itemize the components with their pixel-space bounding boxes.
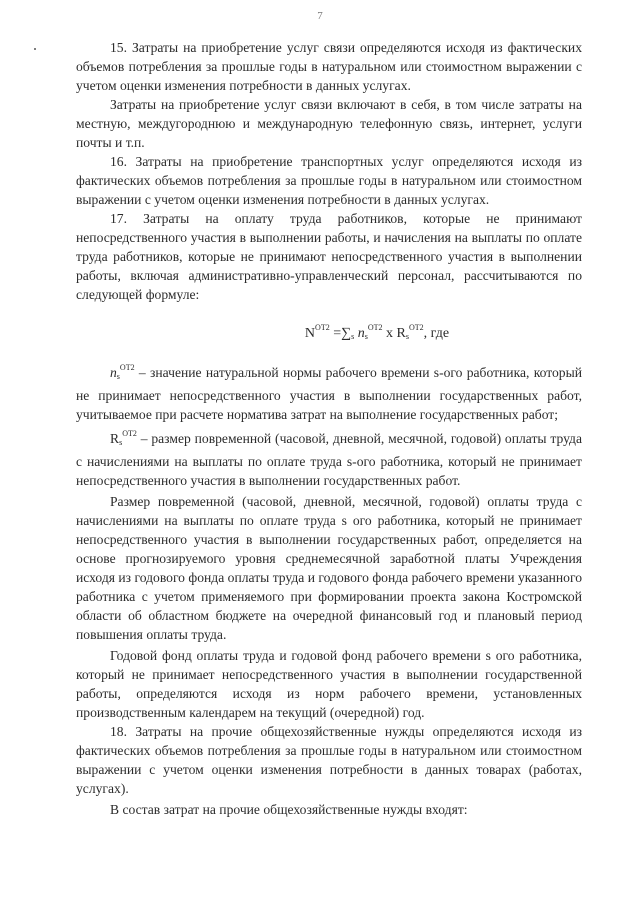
formula-sub-s-2: s [364, 332, 368, 341]
def-r-text: – размер повременной (часовой, дневной, месячной, годовой) оплаты труда с начислениями на выплаты по оплате труда s-ого работника, который не принимает непосредственного участия в выполнении государственных работ. [76, 431, 582, 488]
page-number: 7 [317, 10, 323, 22]
formula-n-small: n [357, 326, 365, 341]
def-n-sup: ОТ2 [119, 363, 135, 372]
paragraph-15: 15. Затраты на приобретение услуг связи определяются исходя из фактических объемов потребления за прошлые годы в натуральном или стоимостном выражении с учетом оценки изменения потребности в данных услугах. [76, 40, 582, 93]
paragraph-annual-fund: Годовой фонд оплаты труда и годовой фонд рабочего времени s ого работника, который не принимает непосредственного участия в выполнении государственной работы, определяются исходя из норм рабочего времени, установленных производственным календарем на текущий (очередной) год. [76, 648, 582, 720]
paragraph-17: 17. Затраты на оплату труда работников, которые не принимают непосредственного участия в выполнении работы, и начисления на выплаты по оплате труда работников, которые не принимают непосредственного участия в выполнении работы, включая административно-управленческий персонал, рассчитываются по следующей формуле: [76, 211, 582, 302]
def-n-sub: s [116, 372, 120, 381]
paragraph-16: 16. Затраты на приобретение транспортных услуг определяются исходя из фактических объемов потребления за прошлые годы в натуральном или стоимостном выражении с учетом оценки изменения потребности в данных услугах. [76, 154, 582, 207]
formula-n-cap: N [304, 326, 316, 341]
formula-sup-ot2-2: ОТ2 [367, 323, 383, 332]
formula-sup-ot2-1: ОТ2 [315, 323, 330, 332]
scan-speck [34, 48, 36, 50]
formula-sub-s-1: s [351, 332, 355, 341]
paragraph-composition: В состав затрат на прочие общехозяйственные нужды входят: [110, 802, 468, 817]
document-body [76, 38, 582, 819]
def-r-symbol: R [110, 431, 120, 446]
definition-r [76, 424, 582, 490]
formula-sub-s-3: s [405, 332, 409, 341]
formula-sup-ot2-3: ОТ2 [409, 323, 424, 332]
def-r-sub: s [119, 438, 123, 447]
def-n-symbol: n [110, 365, 117, 380]
formula-tail: , где [423, 326, 450, 341]
formula-labor-costs [172, 318, 582, 346]
formula-sum: =∑ [333, 326, 352, 341]
def-n-text: – значение натуральной нормы рабочего времени s-ого работника, который не принимает непосредственного участия в выполнении государственных работ, учитываемое при расчете норматива затрат на выполнение государственных работ; [76, 365, 582, 422]
paragraph-18: 18. Затраты на прочие общехозяйственные нужды определяются исходя из фактических объемов потребления за прошлые годы в натуральном или стоимостном выражении с учетом оценки изменения потребности в данных товарах (работах, услугах). [76, 724, 582, 796]
paragraph-15-communication-list: Затраты на приобретение услуг связи включают в себя, в том числе затраты на местную, междугороднюю и международную телефонную связь, интернет, услуги почты и т.п. [76, 97, 582, 150]
formula-r-cap: R [396, 326, 406, 341]
definition-n [76, 358, 582, 424]
formula-times: x [386, 326, 394, 341]
def-r-sup: ОТ2 [122, 429, 137, 438]
paragraph-salary-size: Размер повременной (часовой, дневной, месячной, годовой) оплаты труда с начислениями на выплаты по оплате труда s ого работника, который не принимает непосредственного участия в выполнении государственных работ, определяется на основе прогнозируемого уровня среднемесячной заработной платы Учреждения исходя из годового фонда оплаты труда и годового фонда рабочего времени указанного работника с учетом применяемого при формировании проекта закона Костромской области об областном бюджете на очередной финансовый год и плановый период повышения оплаты труда. [76, 494, 582, 642]
